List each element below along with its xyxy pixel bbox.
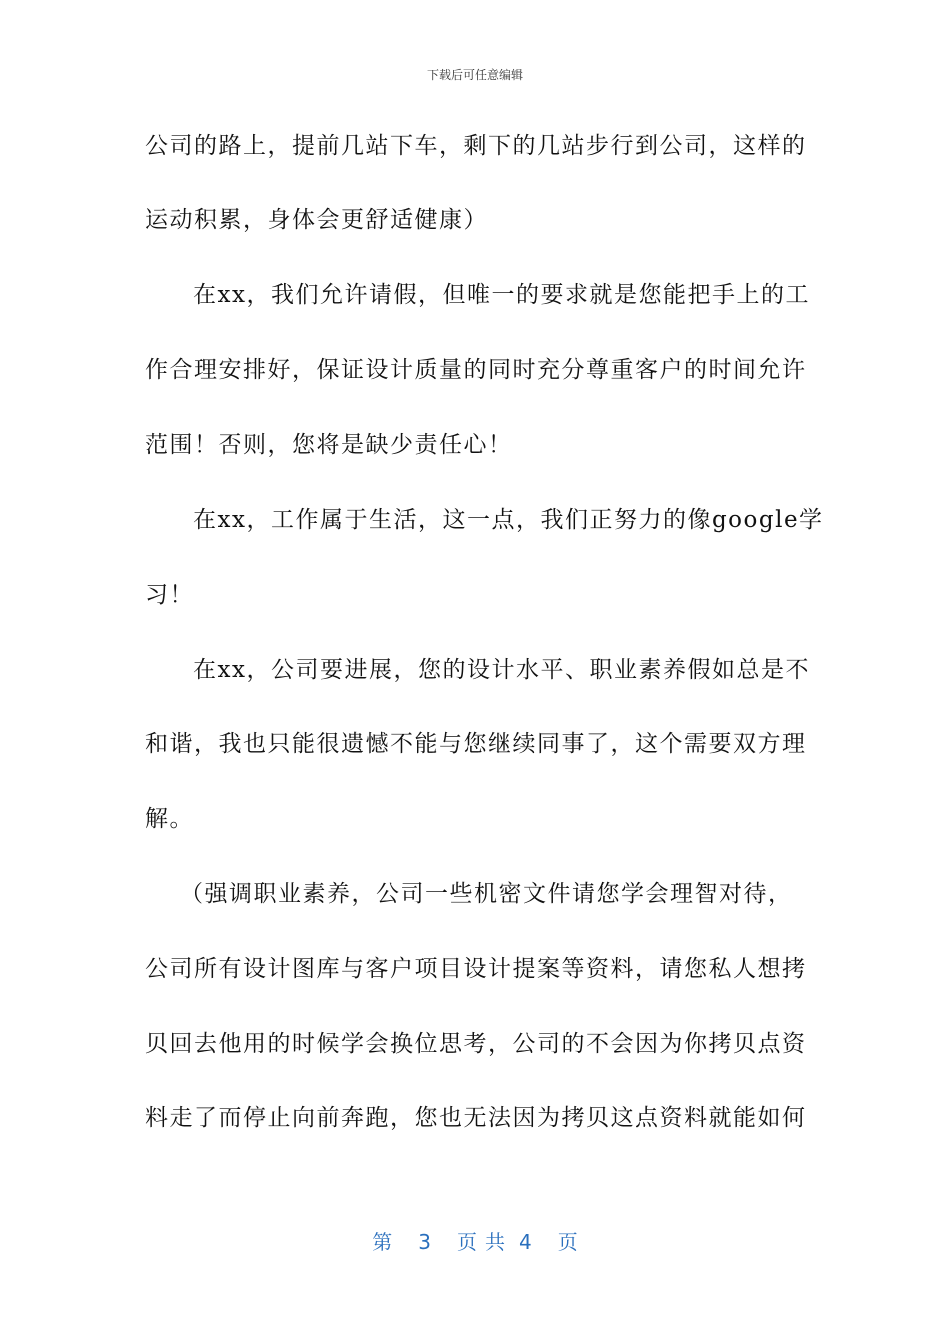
- paragraph-line: 习！: [145, 582, 194, 608]
- paragraph-line: 范围！否则，您将是缺少责任心！: [145, 432, 513, 458]
- paragraph-line: 在xx，我们允许请假，但唯一的要求就是您能把手上的工: [193, 282, 810, 308]
- paragraph-line: 解。: [145, 806, 194, 832]
- total-pages-number: 4: [519, 1230, 532, 1254]
- paragraph-line: 在xx，公司要进展，您的设计水平、职业素养假如总是不: [193, 657, 810, 683]
- paragraph-line: 运动积累，身体会更舒适健康）: [145, 207, 488, 233]
- paragraph-line: 作合理安排好，保证设计质量的同时充分尊重客户的时间允许: [145, 357, 807, 383]
- paragraph-line: 在xx，工作属于生活，这一点，我们正努力的像google学: [193, 507, 824, 533]
- paragraph-line: 和谐，我也只能很遗憾不能与您继续同事了，这个需要双方理: [145, 731, 807, 757]
- paragraph-line: 料走了而停止向前奔跑，您也无法因为拷贝这点资料就能如何: [145, 1105, 807, 1131]
- page-footer-suffix: 页: [557, 1230, 578, 1254]
- paragraph-line: 贝回去他用的时候学会换位思考，公司的不会因为你拷贝点资: [145, 1031, 807, 1057]
- paragraph-line: 公司所有设计图库与客户项目设计提案等资料，请您私人想拷: [145, 956, 807, 982]
- page-footer-prefix: 第: [372, 1230, 393, 1254]
- page-footer: [0, 1226, 950, 1255]
- paragraph-line: （强调职业素养，公司一些机密文件请您学会理智对待，: [180, 881, 793, 907]
- download-edit-note: 下载后可任意编辑: [426, 68, 523, 82]
- current-page-number: 3: [418, 1230, 431, 1254]
- page-footer-middle: 页共: [457, 1230, 513, 1254]
- paragraph-line: 公司的路上，提前几站下车，剩下的几站步行到公司，这样的: [145, 133, 807, 159]
